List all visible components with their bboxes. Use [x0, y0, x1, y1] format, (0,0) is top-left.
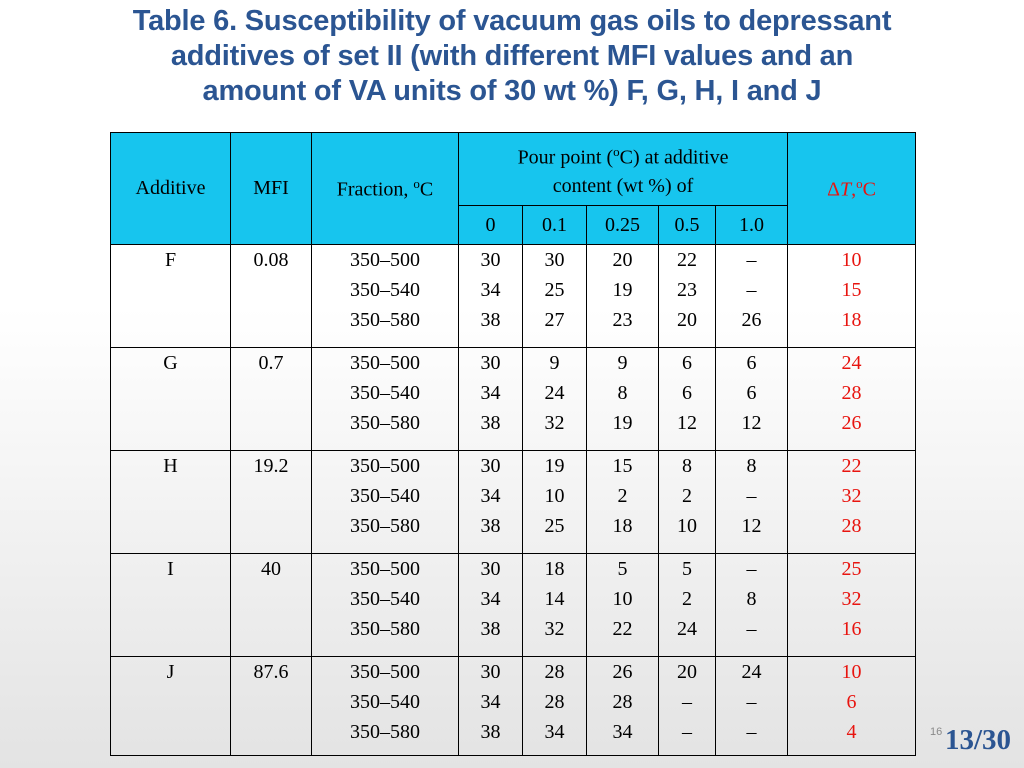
header-pour-point: Pour point ($^o$C) at additive content (wt %) of: [459, 133, 788, 206]
cell-value: 350–540: [350, 588, 420, 610]
cell-value: 350–540: [350, 485, 420, 507]
cell-c01: [523, 451, 587, 554]
cell-value: 10: [612, 588, 633, 610]
cell-value: 32: [841, 485, 862, 507]
cell-value: 15: [612, 455, 633, 477]
header-content-0: 0: [459, 206, 523, 245]
title-line-2: additives of set II (with different MFI values and an: [170, 40, 854, 72]
cell-value: 34: [480, 485, 501, 507]
cell-c05: [659, 348, 716, 451]
cell-value: 25: [841, 558, 862, 580]
cell-dt: [788, 657, 916, 756]
cell-value: 6: [846, 691, 857, 713]
cell-value: 2: [682, 588, 692, 610]
cell-value: 28: [841, 515, 862, 537]
cell-value: 19: [612, 412, 633, 434]
cell-value: 350–540: [350, 279, 420, 301]
cell-value: –: [682, 691, 692, 713]
title-line-3: amount of VA units of 30 wt %) F, G, H, I and J: [202, 75, 822, 107]
cell-value: 22: [677, 249, 697, 271]
cell-c10: [716, 348, 788, 451]
cell-c0: [459, 348, 523, 451]
cell-mfi: [231, 554, 312, 657]
cell-value: 8: [682, 455, 692, 477]
cell-value: 10: [841, 249, 862, 271]
cell-value: 22: [841, 455, 862, 477]
cell-value: –: [746, 691, 757, 713]
cell-c01: [523, 348, 587, 451]
cell-dt: [788, 245, 916, 348]
cell-value: 26: [612, 661, 633, 683]
cell-mfi: [231, 245, 312, 348]
cell-value: 28: [544, 661, 565, 683]
cell-value: J: [166, 661, 175, 683]
cell-mfi: [231, 657, 312, 756]
cell-value: 32: [841, 588, 862, 610]
cell-value: 32: [544, 618, 565, 640]
cell-value: 0.7: [258, 352, 284, 374]
cell-value: 34: [480, 588, 501, 610]
cell-value: –: [682, 721, 692, 743]
cell-value: 6: [746, 352, 757, 374]
cell-value: 40: [261, 558, 281, 580]
cell-value: 34: [612, 721, 633, 743]
cell-value: 350–580: [350, 721, 420, 743]
cell-value: 24: [841, 352, 862, 374]
header-mfi: MFI: [231, 133, 312, 245]
cell-value: 6: [746, 382, 757, 404]
cell-value: 350–580: [350, 412, 420, 434]
cell-value: 30: [480, 455, 501, 477]
cell-value: 10: [677, 515, 697, 537]
cell-value: –: [746, 558, 757, 580]
cell-value: 5: [682, 558, 692, 580]
cell-value: 24: [741, 661, 762, 683]
cell-c025: [587, 348, 659, 451]
cell-c10: [716, 245, 788, 348]
cell-value: 38: [480, 412, 501, 434]
cell-value: 30: [480, 661, 501, 683]
cell-value: 19: [544, 455, 565, 477]
cell-value: 350–580: [350, 309, 420, 331]
cell-value: 18: [544, 558, 565, 580]
cell-value: 34: [480, 279, 501, 301]
slide-number-tag: 16: [930, 726, 943, 738]
cell-additive: [111, 245, 231, 348]
cell-value: 22: [612, 618, 633, 640]
cell-c0: [459, 554, 523, 657]
cell-value: 30: [480, 352, 501, 374]
header-content-0.1: 0.1: [523, 206, 587, 245]
cell-value: 18: [612, 515, 633, 537]
cell-value: 350–500: [350, 249, 420, 271]
table-body: [111, 245, 916, 756]
cell-value: 9: [549, 352, 560, 374]
cell-value: –: [746, 249, 757, 271]
table-row: [111, 245, 916, 348]
cell-value: 350–500: [350, 661, 420, 683]
cell-c01: [523, 245, 587, 348]
header-additive: Additive: [111, 133, 231, 245]
cell-additive: [111, 348, 231, 451]
header-content-1.0: 1.0: [716, 206, 788, 245]
cell-additive: [111, 451, 231, 554]
cell-value: 26: [741, 309, 762, 331]
cell-value: 34: [480, 691, 501, 713]
page-counter: 13/30: [944, 724, 1011, 756]
cell-value: 8: [746, 588, 757, 610]
cell-fractions: [312, 657, 459, 756]
cell-c05: [659, 245, 716, 348]
cell-value: 10: [841, 661, 862, 683]
cell-value: 19.2: [253, 455, 289, 477]
cell-value: 350–500: [350, 455, 420, 477]
cell-value: 30: [544, 249, 565, 271]
cell-value: 6: [682, 382, 692, 404]
cell-fractions: [312, 451, 459, 554]
cell-c05: [659, 657, 716, 756]
cell-fractions: [312, 554, 459, 657]
cell-additive: [111, 554, 231, 657]
cell-value: 34: [544, 721, 565, 743]
table-row: [111, 348, 916, 451]
cell-mfi: [231, 451, 312, 554]
cell-c05: [659, 554, 716, 657]
cell-value: 38: [480, 721, 501, 743]
slide-title: [0, 4, 1024, 109]
header-fraction: Fraction, $^o$C: [312, 133, 459, 245]
cell-value: 34: [480, 382, 501, 404]
cell-fractions: [312, 245, 459, 348]
cell-c01: [523, 554, 587, 657]
cell-value: 20: [677, 309, 697, 331]
cell-value: 23: [677, 279, 697, 301]
cell-mfi: [231, 348, 312, 451]
cell-value: 28: [544, 691, 565, 713]
title-line-1: Table 6. Susceptibility of vacuum gas oils to depressant: [132, 5, 892, 37]
cell-value: 26: [841, 412, 862, 434]
cell-value: 19: [612, 279, 633, 301]
cell-value: 2: [617, 485, 628, 507]
cell-value: 32: [544, 412, 565, 434]
cell-value: 30: [480, 558, 501, 580]
cell-value: H: [163, 455, 178, 477]
cell-value: 23: [612, 309, 633, 331]
cell-fractions: [312, 348, 459, 451]
cell-value: 12: [741, 515, 762, 537]
cell-value: 14: [544, 588, 565, 610]
cell-value: –: [746, 618, 757, 640]
cell-c0: [459, 451, 523, 554]
cell-value: 30: [480, 249, 501, 271]
cell-value: 87.6: [253, 661, 289, 683]
cell-value: F: [164, 249, 177, 271]
cell-value: 8: [746, 455, 757, 477]
cell-value: 20: [612, 249, 633, 271]
cell-dt: [788, 348, 916, 451]
susceptibility-table: [110, 132, 916, 756]
cell-value: 350–540: [350, 691, 420, 713]
header-content-0.25: 0.25: [587, 206, 659, 245]
cell-value: 9: [617, 352, 628, 374]
cell-c025: [587, 451, 659, 554]
cell-c025: [587, 657, 659, 756]
cell-value: 0.08: [253, 249, 289, 271]
cell-value: –: [746, 721, 757, 743]
cell-value: G: [163, 352, 178, 374]
cell-value: I: [167, 558, 174, 580]
cell-c01: [523, 657, 587, 756]
cell-c0: [459, 245, 523, 348]
cell-value: 10: [544, 485, 565, 507]
cell-value: 28: [612, 691, 633, 713]
cell-value: 2: [682, 485, 692, 507]
cell-value: 12: [677, 412, 697, 434]
cell-c05: [659, 451, 716, 554]
cell-c10: [716, 451, 788, 554]
cell-c10: [716, 554, 788, 657]
cell-additive: [111, 657, 231, 756]
cell-value: 38: [480, 618, 501, 640]
cell-value: 20: [677, 661, 697, 683]
table-row: [111, 657, 916, 756]
cell-value: 350–540: [350, 382, 420, 404]
cell-value: 38: [480, 515, 501, 537]
cell-value: 28: [841, 382, 862, 404]
cell-value: 350–500: [350, 352, 420, 374]
cell-value: 27: [544, 309, 565, 331]
cell-value: 4: [846, 721, 857, 743]
cell-value: 5: [617, 558, 628, 580]
cell-value: 6: [682, 352, 692, 374]
cell-value: –: [746, 279, 757, 301]
cell-value: 25: [544, 279, 565, 301]
cell-value: 8: [617, 382, 628, 404]
cell-dt: [788, 554, 916, 657]
cell-c025: [587, 554, 659, 657]
cell-dt: [788, 451, 916, 554]
cell-value: 18: [841, 309, 862, 331]
cell-c025: [587, 245, 659, 348]
cell-value: 350–500: [350, 558, 420, 580]
cell-value: –: [746, 485, 757, 507]
cell-value: 12: [741, 412, 762, 434]
cell-value: 15: [841, 279, 862, 301]
cell-c10: [716, 657, 788, 756]
cell-value: 24: [544, 382, 565, 404]
cell-value: 38: [480, 309, 501, 331]
cell-value: 350–580: [350, 618, 420, 640]
cell-value: 24: [677, 618, 697, 640]
cell-value: 350–580: [350, 515, 420, 537]
header-content-0.5: 0.5: [659, 206, 716, 245]
table-row: [111, 554, 916, 657]
cell-value: 25: [544, 515, 565, 537]
table-row: [111, 451, 916, 554]
cell-c0: [459, 657, 523, 756]
cell-value: 16: [841, 618, 862, 640]
header-delta-t: ΔT,$^o$C: [788, 133, 916, 245]
